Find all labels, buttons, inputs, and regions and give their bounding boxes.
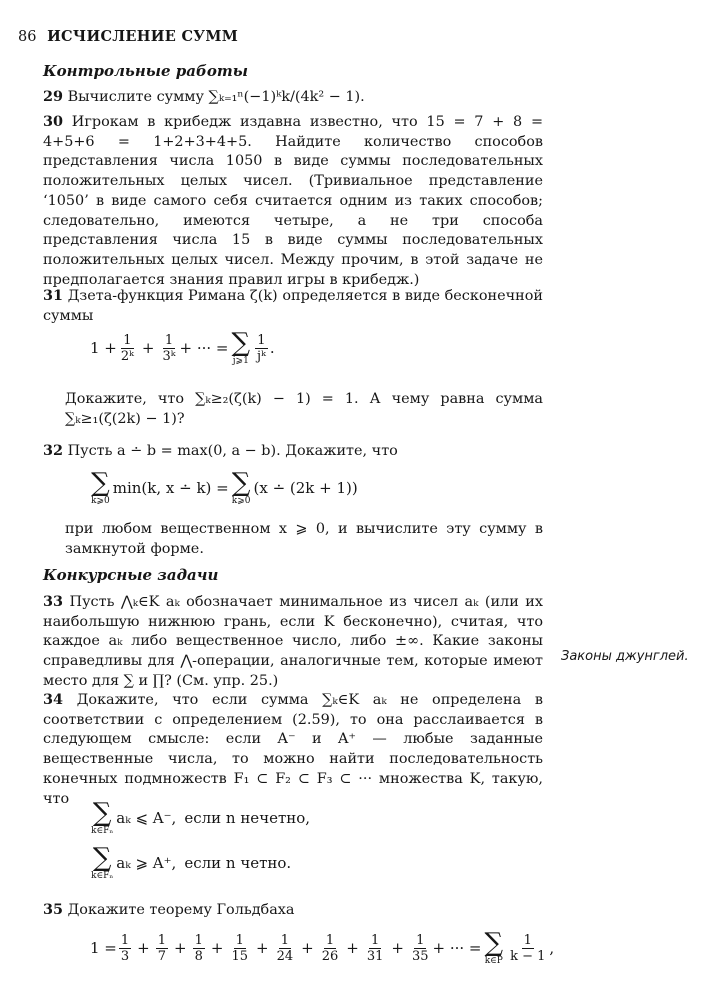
fraction: [193, 933, 205, 964]
formula-34-even: [88, 845, 291, 881]
exercise-number: 32: [43, 442, 64, 459]
exercise-text: Докажите, что если сумма ∑ₖ∈K aₖ не определена в соответствии с определением (2.59), то она расслаивается в следующем смысле: если A⁻ и A⁺ — любые заданные вещественные числа, то можно найти последовательность конечных подмножеств F₁ ⊂ F₂ ⊂ F₃ ⊂ ··· множества K, такую, что: [43, 692, 543, 807]
denominator: 35: [411, 948, 429, 964]
formula-34-odd: [88, 800, 310, 836]
fraction: [365, 933, 386, 964]
formula-32: [88, 470, 358, 506]
exercise-29: [43, 87, 543, 108]
denominator: 26: [321, 948, 339, 964]
fraction: [508, 933, 547, 964]
sum-symbol: ∑ k∈Fₙ: [91, 843, 114, 881]
exercise-text: Пусть ⋀ₖ∈K aₖ обозначает минимальное из чисел aₖ (или их наибольшую нижнюю грань, если K бесконечно), считая, что каждое aₖ либо вещественное число, либо ±∞. Какие законы справедливы для ⋀-операции, аналогичные тем, которые имеют место для ∑ и ∏? (См. упр. 25.): [43, 594, 543, 689]
sum-subscript: k∈P: [484, 956, 503, 966]
sum-symbol: ∑ k⩾0: [91, 468, 110, 506]
zeta-formula: 1 + $\frac{1}{\text{2ᵏ}}$ + $\frac{1}{\text{3ᵏ}}$ + ··· = ∑ j⩾1 $\frac{1}{\text{jᵏ}}$ .: [90, 328, 275, 366]
exercise-number: 33: [43, 593, 64, 610]
denominator: k − 1: [510, 948, 546, 964]
exercise-text: при любом вещественном x ⩾ 0, и вычислите эту сумму в замкнутой форме.: [65, 521, 543, 557]
sum-subscript: k∈Fₙ: [91, 826, 114, 836]
formula-part: + ··· =: [179, 339, 229, 357]
fraction: [229, 933, 250, 964]
numerator: 1: [280, 932, 289, 948]
denominator: 31: [366, 948, 384, 964]
formula-part: 1 +: [90, 339, 117, 357]
exercise-text: Вычислите сумму ∑ₖ₌₁ⁿ(−1)ᵏk/(4k² − 1).: [67, 89, 365, 105]
exercise-32-continued: [43, 520, 543, 559]
condition-text: если n нечетно,: [184, 809, 311, 827]
sum-symbol: ∑ k∈P: [484, 928, 504, 966]
denominator: 15: [231, 948, 249, 964]
exercise-text: Докажите теорему Гольдбаха: [67, 902, 295, 918]
exercise-number: 35: [43, 901, 64, 918]
formula-part: (x ∸ (2k + 1)): [253, 479, 358, 497]
exercise-text: Пусть a ∸ b = max(0, a − b). Докажите, что: [67, 443, 398, 459]
denominator: 2ᵏ: [120, 348, 134, 364]
numerator: 1: [257, 332, 266, 348]
numerator: 1: [416, 932, 425, 948]
numerator: 1: [157, 932, 167, 948]
section-heading-tests: Контрольные работы: [43, 62, 248, 80]
numerator: 1: [123, 332, 132, 348]
goldbach-formula: 1 = $\frac{1}{3}$ + $\frac{1}{7}$ + $\frac{1}{8}$ + $\frac{1}{15}$ + $\frac{1}{24}$ + $\frac{1}{26}$ + $\frac{1}{31}$ + $\frac{1}{35}$ + ··· = ∑ k∈P $\frac{1}{k - 1}$ ,: [90, 928, 555, 966]
sum-subscript: j⩾1: [232, 356, 249, 366]
numerator: 1: [164, 332, 174, 348]
numerator: 1: [325, 932, 335, 948]
sum-subscript: k⩾0: [231, 496, 251, 506]
exercise-34: [43, 690, 543, 809]
exercise-text: Игрокам в крибедж издавна известно, что 15 = 7 + 8 = 4+5+6 = 1+2+3+4+5. Найдите количество способов представления числа 1050 в виде суммы последовательных положительных целых чисел. (Тривиальное представление ‘1050’ в виде самого себя считается одним из таких способов; следовательно, имеются четыре, а не три способа представления числа 15 в виде суммы последовательных положительных целых чисел. Между прочим, в этой задаче не предполагается знания правил игры в крибедж.): [43, 114, 543, 288]
fraction: [320, 933, 341, 964]
formula-part: aₖ ⩾ A⁺,: [116, 854, 177, 872]
sum-symbol: ∑ k∈Fₙ: [91, 798, 114, 836]
chapter-title: ИСЧИСЛЕНИЕ СУММ: [47, 28, 239, 45]
sum-symbol: ∑ k⩾0: [231, 468, 251, 506]
denominator: 3ᵏ: [162, 348, 176, 364]
fraction: [410, 933, 431, 964]
fraction: [275, 933, 296, 964]
exercise-text: Дзета-функция Римана ζ(k) определяется в виде бесконечной суммы: [43, 288, 543, 324]
exercise-number: 29: [43, 88, 64, 105]
formula-part: min(k, x ∸ k) =: [112, 479, 229, 497]
sum-symbol: ∑ j⩾1: [231, 328, 251, 366]
page-header: [18, 28, 238, 45]
fraction: [156, 933, 168, 964]
numerator: 1: [194, 932, 203, 948]
exercise-text: Докажите, что ∑ₖ≥₂(ζ(k) − 1) = 1. А чему равна сумма ∑ₖ≥₁(ζ(2k) − 1)?: [65, 391, 543, 427]
exercise-number: 34: [43, 691, 64, 708]
numerator: 1: [235, 932, 244, 948]
exercise-33: [43, 592, 543, 692]
denominator: 8: [194, 948, 203, 964]
fraction: [160, 333, 177, 364]
formula-part: 1 =: [90, 939, 117, 957]
numerator: 1: [523, 932, 532, 948]
formula-part: + ··· =: [432, 939, 482, 957]
fraction: [119, 333, 136, 364]
denominator: jᵏ: [257, 348, 266, 364]
sum-subscript: k⩾0: [91, 496, 110, 506]
exercise-32: [43, 441, 543, 462]
denominator: 7: [157, 948, 167, 964]
section-heading-contest: Конкурсные задачи: [43, 566, 219, 584]
sum-subscript: k∈Fₙ: [91, 871, 114, 881]
page-number: 86: [18, 29, 37, 45]
denominator: 3: [120, 948, 130, 964]
exercise-number: 31: [43, 287, 64, 304]
condition-text: если n четно.: [184, 854, 292, 872]
exercise-31-continued: [43, 390, 543, 429]
numerator: 1: [370, 932, 380, 948]
denominator: 24: [276, 948, 294, 964]
exercise-number: 30: [43, 113, 64, 130]
fraction: [119, 933, 131, 964]
exercise-35: [43, 900, 543, 921]
exercise-31: [43, 286, 543, 326]
fraction: [255, 333, 268, 364]
numerator: 1: [120, 932, 130, 948]
formula-part: aₖ ⩽ A⁻,: [116, 809, 177, 827]
exercise-30: [43, 112, 543, 290]
margin-note: Законы джунглей.: [561, 649, 689, 664]
